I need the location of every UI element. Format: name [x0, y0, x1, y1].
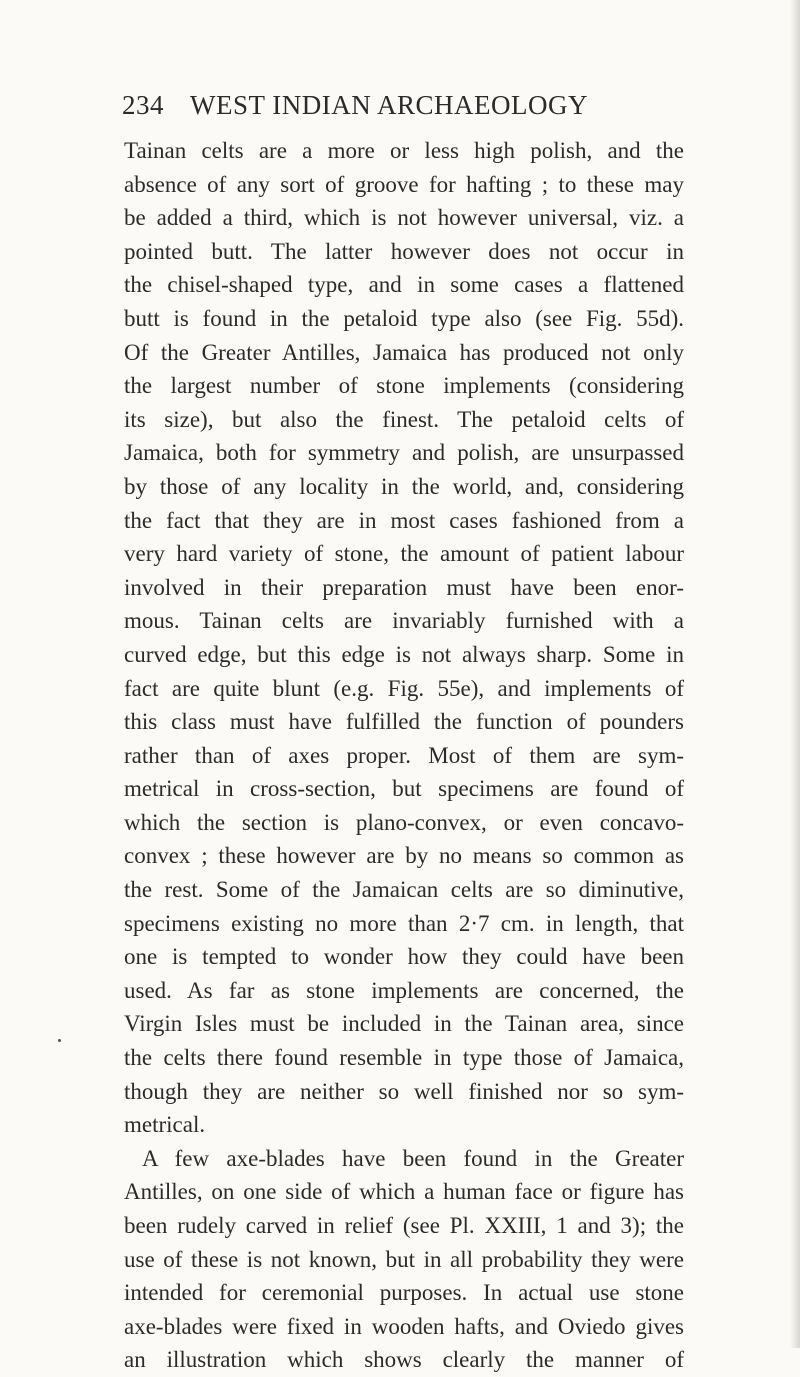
text-line: Of the Greater Antilles, Jamaica has produced not only: [124, 339, 684, 365]
text-line: Virgin Isles must be included in the Tainan area, since: [124, 1011, 684, 1037]
page-number: 234: [122, 90, 164, 120]
body-text: [124, 134, 684, 1377]
text-line: absence of any sort of groove for hafting ; to these may: [124, 171, 684, 197]
text-line: intended for ceremonial purposes. In actual use stone: [124, 1280, 684, 1306]
text-line: curved edge, but this edge is not always sharp. Some in: [124, 641, 684, 667]
running-title: WEST INDIAN ARCHAEOLOGY: [190, 90, 588, 120]
text-line: Jamaica, both for symmetry and polish, are unsurpassed: [124, 440, 684, 466]
running-header: [122, 90, 682, 124]
text-line: fact are quite blunt (e.g. Fig. 55e), and implements of: [124, 675, 684, 701]
text-line: mous. Tainan celts are invariably furnished with a: [124, 608, 684, 634]
text-line: metrical.: [124, 1112, 206, 1138]
text-line: very hard variety of stone, the amount of patient labour: [124, 541, 684, 567]
margin-mark: [58, 1039, 61, 1042]
text-line: rather than of axes proper. Most of them are sym-: [124, 742, 684, 768]
text-line: the chisel-shaped type, and in some cases a flattened: [124, 272, 684, 298]
text-line: the fact that they are in most cases fashioned from a: [124, 507, 684, 533]
text-line: by those of any locality in the world, and, considering: [124, 473, 684, 499]
text-line: one is tempted to wonder how they could have been: [124, 944, 684, 970]
text-line: axe-blades were fixed in wooden hafts, and Oviedo gives: [124, 1313, 684, 1339]
text-line: involved in their preparation must have been enor-: [124, 574, 684, 600]
text-line: the rest. Some of the Jamaican celts are so diminutive,: [124, 877, 684, 903]
page-edge-shadow: [790, 0, 800, 1348]
text-line: specimens existing no more than 2·7 cm. in length, that: [124, 910, 684, 936]
text-line: Tainan celts are a more or less high polish, and the: [124, 138, 684, 163]
text-line: use of these is not known, but in all probability they were: [124, 1246, 684, 1272]
text-line: be added a third, which is not however universal, viz. a: [124, 205, 684, 231]
text-line: an illustration which shows clearly the manner of: [124, 1347, 684, 1373]
text-line: this class must have fulfilled the function of pounders: [124, 709, 684, 735]
text-line: butt is found in the petaloid type also (see Fig. 55d).: [124, 305, 684, 331]
text-line: its size), but also the finest. The petaloid celts of: [124, 406, 684, 432]
text-line: though they are neither so well finished nor so sym-: [124, 1078, 684, 1104]
text-line: the largest number of stone implements (considering: [124, 373, 684, 399]
text-line: the celts there found resemble in type those of Jamaica,: [124, 1045, 684, 1071]
paragraph-start-line: A few axe-blades have been found in the Greater: [142, 1145, 684, 1171]
text-line: metrical in cross-section, but specimens are found of: [124, 776, 684, 802]
text-line: been rudely carved in relief (see Pl. XXIII, 1 and 3); the: [124, 1213, 684, 1238]
text-line: Antilles, on one side of which a human face or figure has: [124, 1179, 684, 1205]
text-line: which the section is plano-convex, or even concavo-: [124, 809, 684, 835]
text-line: convex ; these however are by no means so common as: [124, 843, 684, 869]
text-line: used. As far as stone implements are concerned, the: [124, 977, 684, 1003]
text-line: pointed butt. The latter however does not occur in: [124, 238, 684, 264]
